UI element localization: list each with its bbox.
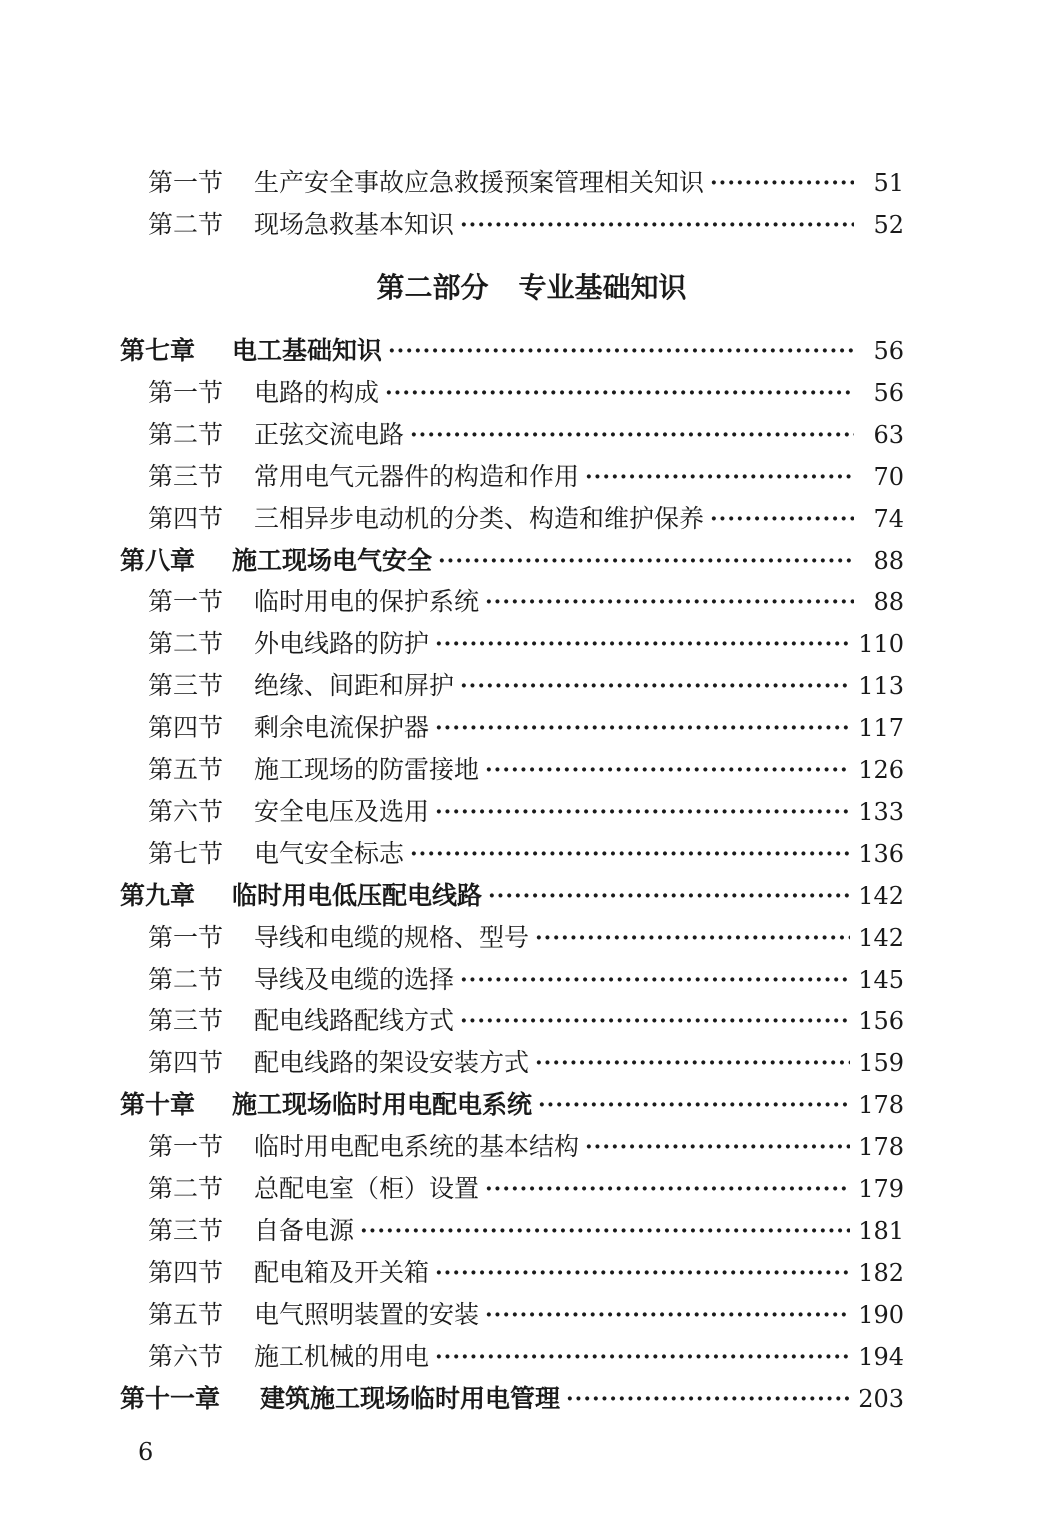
entry-number: 第二节 <box>148 420 224 449</box>
dot-leader <box>435 1336 850 1378</box>
dot-leader <box>566 1378 850 1420</box>
dot-leader <box>535 917 850 959</box>
toc-section-entry[interactable] <box>148 917 904 959</box>
entry-number: 第六节 <box>148 797 224 826</box>
toc-section-entry[interactable] <box>148 456 904 498</box>
dot-leader <box>485 1294 850 1336</box>
dot-leader <box>435 791 850 833</box>
entry-title: 电路的构成 <box>254 378 380 407</box>
toc-section-entry[interactable] <box>148 791 904 833</box>
entry-number: 第七节 <box>148 839 224 868</box>
toc-section-entry[interactable] <box>148 707 904 749</box>
entry-number: 第三节 <box>148 1216 224 1245</box>
entry-number: 第七章 <box>120 336 196 365</box>
entry-title: 临时用电低压配电线路 <box>232 881 483 910</box>
entry-title: 施工现场电气安全 <box>232 546 433 575</box>
entry-title: 总配电室（柜）设置 <box>254 1174 480 1203</box>
entry-number: 第一节 <box>148 168 224 197</box>
entry-number: 第二节 <box>148 210 224 239</box>
entry-number: 第四节 <box>148 504 224 533</box>
entry-title: 临时用电配电系统的基本结构 <box>254 1132 580 1161</box>
entry-number: 第八章 <box>120 546 196 575</box>
toc-chapter-entry[interactable] <box>120 540 904 582</box>
entry-title: 自备电源 <box>254 1216 355 1245</box>
entry-title: 绝缘、间距和屏护 <box>254 671 455 700</box>
toc-chapter-entry[interactable] <box>120 1378 904 1420</box>
entry-title: 正弦交流电路 <box>254 420 405 449</box>
entry-number: 第十一章 <box>120 1384 221 1413</box>
entry-title: 导线及电缆的选择 <box>254 965 455 994</box>
entry-title: 生产安全事故应急救援预案管理相关知识 <box>254 168 705 197</box>
dot-leader <box>535 1042 850 1084</box>
entry-title: 电工基础知识 <box>232 336 383 365</box>
entry-page-number: 56 <box>873 379 904 407</box>
entry-number: 第四节 <box>148 1048 224 1077</box>
toc-section-entry[interactable] <box>148 498 904 540</box>
entry-page-number: 203 <box>858 1385 904 1413</box>
entry-page-number: 136 <box>858 840 904 868</box>
toc-section-entry[interactable] <box>148 162 904 204</box>
entry-title: 导线和电缆的规格、型号 <box>254 923 530 952</box>
entry-title: 现场急救基本知识 <box>254 210 455 239</box>
entry-title: 剩余电流保护器 <box>254 713 430 742</box>
part-heading <box>0 266 1063 310</box>
entry-page-number: 52 <box>873 211 904 239</box>
dot-leader <box>460 665 850 707</box>
dot-leader <box>410 833 850 875</box>
entry-page-number: 63 <box>873 421 904 449</box>
entry-number: 第九章 <box>120 881 196 910</box>
dot-leader <box>435 1252 850 1294</box>
part-label: 第二部分 <box>376 271 489 304</box>
dot-leader <box>435 623 850 665</box>
toc-section-entry[interactable] <box>148 1252 904 1294</box>
entry-title: 安全电压及选用 <box>254 797 430 826</box>
dot-leader <box>435 707 850 749</box>
entry-number: 第二节 <box>148 1174 224 1203</box>
entry-page-number: 156 <box>858 1007 904 1035</box>
entry-title: 临时用电的保护系统 <box>254 587 480 616</box>
entry-page-number: 133 <box>858 798 904 826</box>
entry-number: 第二节 <box>148 965 224 994</box>
dot-leader <box>460 204 854 246</box>
toc-section-entry[interactable] <box>148 665 904 707</box>
entry-title: 外电线路的防护 <box>254 629 430 658</box>
entry-page-number: 74 <box>873 505 904 533</box>
entry-page-number: 70 <box>873 463 904 491</box>
toc-section-entry[interactable] <box>148 1126 904 1168</box>
entry-page-number: 190 <box>858 1301 904 1329</box>
entry-page-number: 194 <box>858 1343 904 1371</box>
entry-page-number: 179 <box>858 1175 904 1203</box>
entry-title: 施工现场临时用电配电系统 <box>232 1090 533 1119</box>
dot-leader <box>485 581 854 623</box>
dot-leader <box>410 414 854 456</box>
entry-page-number: 110 <box>858 630 904 658</box>
entry-number: 第一节 <box>148 1132 224 1161</box>
entry-number: 第四节 <box>148 713 224 742</box>
toc-section-entry[interactable] <box>148 1210 904 1252</box>
dot-leader <box>485 749 850 791</box>
toc-section-entry[interactable] <box>148 1000 904 1042</box>
dot-leader <box>538 1084 850 1126</box>
dot-leader <box>360 1210 850 1252</box>
entry-page-number: 142 <box>858 924 904 952</box>
toc-section-entry[interactable] <box>148 833 904 875</box>
dot-leader <box>460 1000 850 1042</box>
entry-page-number: 51 <box>873 169 904 197</box>
entry-page-number: 113 <box>858 672 904 700</box>
entry-title: 电气照明装置的安装 <box>254 1300 480 1329</box>
dot-leader <box>485 1168 850 1210</box>
entry-title: 三相异步电动机的分类、构造和维护保养 <box>254 504 705 533</box>
toc-section-entry[interactable] <box>148 959 904 1001</box>
entry-number: 第四节 <box>148 1258 224 1287</box>
dot-leader <box>460 959 850 1001</box>
page-number: 6 <box>138 1438 154 1466</box>
entry-number: 第三节 <box>148 462 224 491</box>
entry-page-number: 88 <box>873 588 904 616</box>
entry-number: 第六节 <box>148 1342 224 1371</box>
toc-section-entry[interactable] <box>148 581 904 623</box>
toc-chapter-entry[interactable] <box>120 1084 904 1126</box>
dot-leader <box>438 540 854 582</box>
entry-number: 第二节 <box>148 629 224 658</box>
entry-page-number: 182 <box>858 1259 904 1287</box>
dot-leader <box>385 372 854 414</box>
entry-title: 配电箱及开关箱 <box>254 1258 430 1287</box>
toc-section-entry[interactable] <box>148 1336 904 1378</box>
entry-page-number: 145 <box>858 966 904 994</box>
entry-page-number: 126 <box>858 756 904 784</box>
entry-title: 配电线路配线方式 <box>254 1006 455 1035</box>
entry-page-number: 88 <box>873 547 904 575</box>
entry-title: 施工机械的用电 <box>254 1342 430 1371</box>
dot-leader <box>710 498 854 540</box>
entry-page-number: 178 <box>858 1091 904 1119</box>
entry-page-number: 142 <box>858 882 904 910</box>
entry-number: 第五节 <box>148 755 224 784</box>
entry-title: 电气安全标志 <box>254 839 405 868</box>
entry-title: 常用电气元器件的构造和作用 <box>254 462 580 491</box>
toc-chapter-entry[interactable] <box>120 875 904 917</box>
entry-page-number: 159 <box>858 1049 904 1077</box>
entry-page-number: 56 <box>873 337 904 365</box>
toc-section-entry[interactable] <box>148 414 904 456</box>
toc-section-entry[interactable] <box>148 749 904 791</box>
entry-number: 第五节 <box>148 1300 224 1329</box>
dot-leader <box>710 162 854 204</box>
toc-chapter-entry[interactable] <box>120 330 904 372</box>
entry-number: 第十章 <box>120 1090 196 1119</box>
entry-title: 施工现场的防雷接地 <box>254 755 480 784</box>
toc-section-entry[interactable] <box>148 1294 904 1336</box>
toc-section-entry[interactable] <box>148 1042 904 1084</box>
entry-number: 第三节 <box>148 671 224 700</box>
entry-page-number: 178 <box>858 1133 904 1161</box>
part-title: 专业基础知识 <box>518 271 687 304</box>
entry-number: 第一节 <box>148 378 224 407</box>
entry-page-number: 181 <box>858 1217 904 1245</box>
dot-leader <box>488 875 850 917</box>
entry-title: 配电线路的架设安装方式 <box>254 1048 530 1077</box>
entry-title: 建筑施工现场临时用电管理 <box>260 1384 561 1413</box>
entry-number: 第三节 <box>148 1006 224 1035</box>
toc-section-entry[interactable] <box>148 1168 904 1210</box>
dot-leader <box>585 456 854 498</box>
toc-section-entry[interactable] <box>148 204 904 246</box>
dot-leader <box>585 1126 850 1168</box>
dot-leader <box>388 330 854 372</box>
entry-number: 第一节 <box>148 587 224 616</box>
entry-number: 第一节 <box>148 923 224 952</box>
entry-page-number: 117 <box>858 714 904 742</box>
toc-section-entry[interactable] <box>148 372 904 414</box>
toc-section-entry[interactable] <box>148 623 904 665</box>
